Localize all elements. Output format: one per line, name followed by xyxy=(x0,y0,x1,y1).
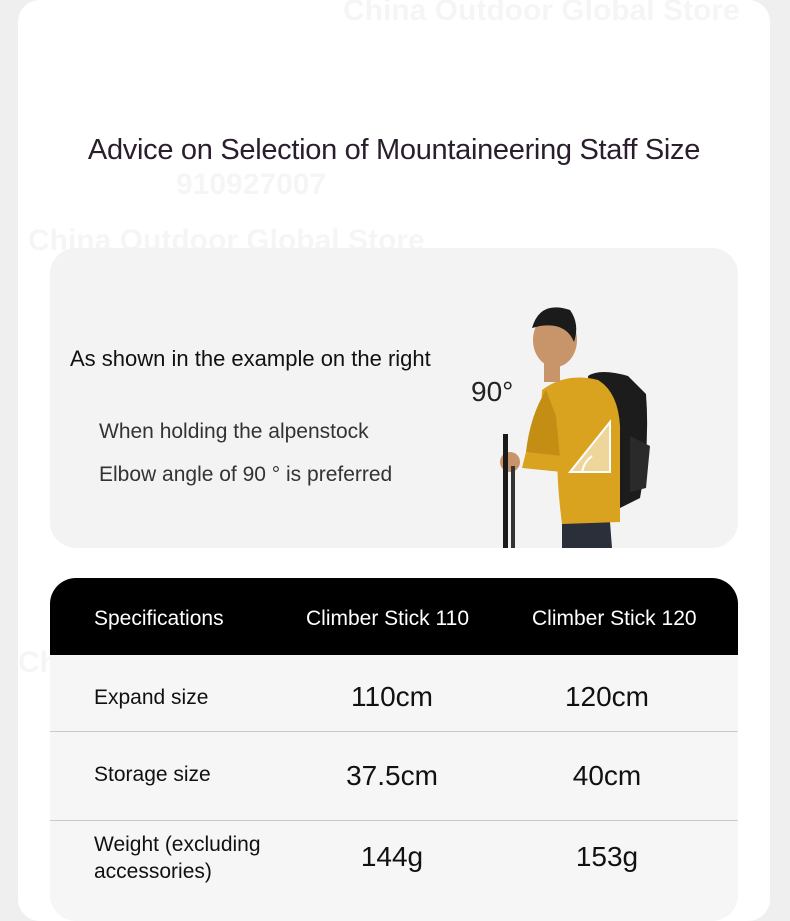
watermark xyxy=(343,0,740,28)
table-row xyxy=(50,821,738,921)
watermark xyxy=(176,168,326,202)
trekking-pole xyxy=(511,466,515,548)
backpack-pocket xyxy=(630,436,650,492)
row-value-120: 40cm xyxy=(572,760,642,791)
advice-text: When holding the alpenstock xyxy=(99,420,369,443)
row-label: Storage size xyxy=(94,763,211,786)
angle-label: 90° xyxy=(471,376,514,407)
row-value-110: 144g xyxy=(360,841,424,872)
trousers-shape xyxy=(562,522,612,548)
row-value-110: 37.5cm xyxy=(346,760,438,791)
row-value-120: 120cm xyxy=(564,681,650,712)
page-title: Advice on Selection of Mountaineering Staff Size xyxy=(87,134,701,166)
row-value-120: 153g xyxy=(575,841,639,872)
row-value-110: 110cm xyxy=(351,681,433,712)
product-detail-card xyxy=(18,0,770,921)
header-climber-stick-120: Climber Stick 120 xyxy=(532,607,697,630)
table-header xyxy=(50,578,738,655)
example-heading: As shown in the example on the right xyxy=(70,346,431,371)
row-label-continued: accessories) xyxy=(94,860,212,883)
row-label: Expand size xyxy=(94,686,209,709)
spec-table xyxy=(50,578,738,921)
hiker-illustration xyxy=(470,276,670,548)
table-row xyxy=(50,655,738,731)
header-specifications: Specifications xyxy=(94,607,224,630)
row-label: Weight (excluding xyxy=(94,833,261,856)
advice-text: Elbow angle of 90 ° is preferred xyxy=(99,463,393,486)
advice-panel xyxy=(50,248,738,548)
trekking-pole xyxy=(503,434,508,548)
table-row xyxy=(50,732,738,820)
header-climber-stick-110: Climber Stick 110 xyxy=(306,607,469,630)
